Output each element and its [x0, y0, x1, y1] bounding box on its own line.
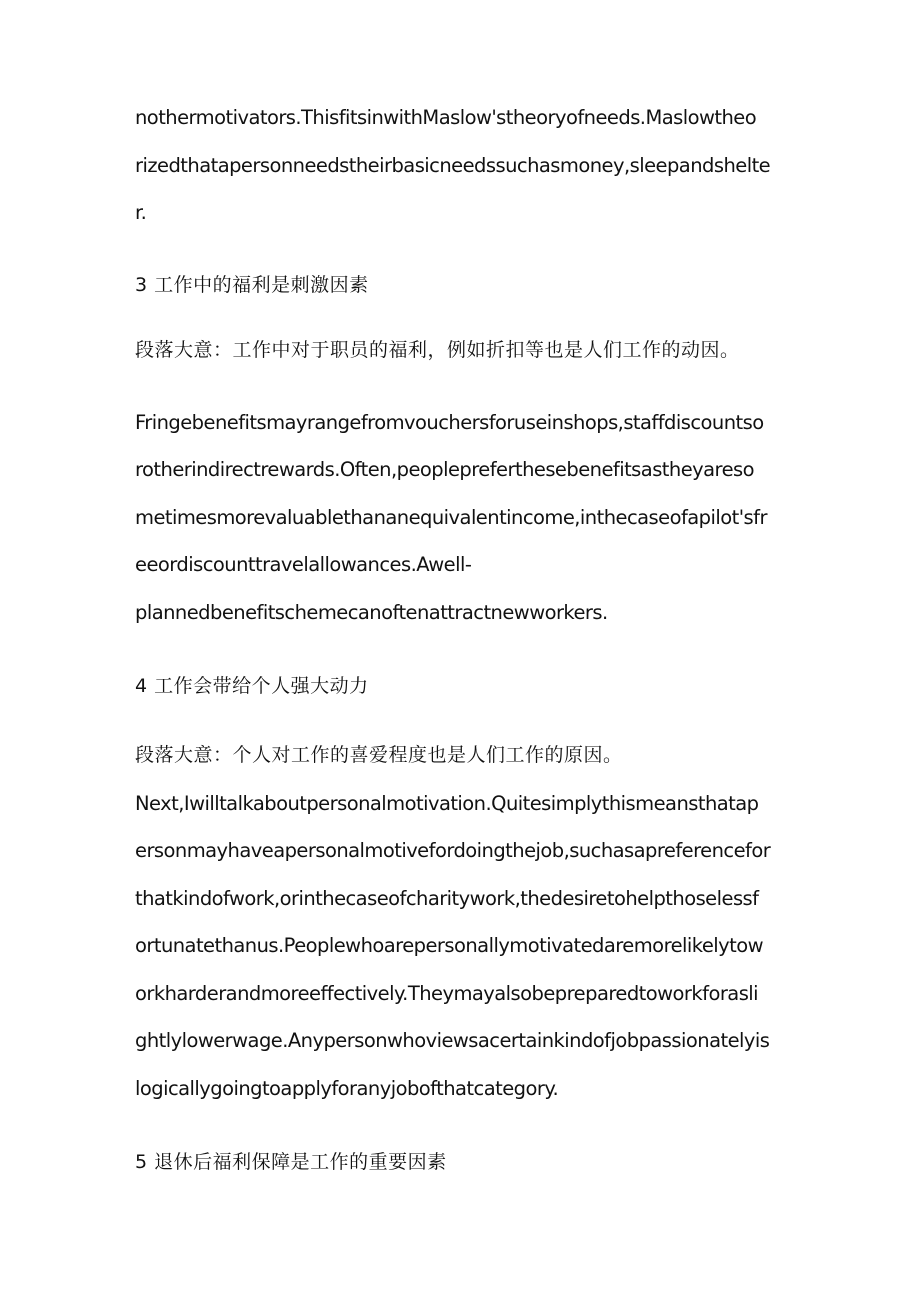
- paragraph-4-line-2: ersonmayhaveapersonalmotivefordoingthejob,suchasapreferencefor: [135, 839, 771, 862]
- section-heading-3: 3 工作中的福利是刺激因素: [135, 274, 369, 296]
- paragraph-4-line-5: orkharderandmoreeffectively.Theymayalsobepreparedtoworkforasli: [135, 982, 759, 1005]
- section-heading-4: 4 工作会带给个人强大动力: [135, 675, 369, 697]
- paragraph-3-line-3: metimesmorevaluablethananequivalentincome,inthecaseofapilot'sfr: [135, 506, 767, 529]
- paragraph-1-line-1: nothermotivators.ThisfitsinwithMaslow'stheoryofneeds.Maslowtheo: [135, 106, 757, 129]
- paragraph-4-line-7: logicallygoingtoapplyforanyjobofthatcategory.: [135, 1077, 559, 1100]
- paragraph-4-line-4: ortunatethanus.Peoplewhoarepersonallymotivatedaremorelikelytow: [135, 934, 764, 957]
- paragraph-4-line-6: ghtlylowerwage.Anypersonwhoviewsacertainkindofjobpassionatelyis: [135, 1029, 770, 1052]
- section-summary-4: 段落大意：个人对工作的喜爱程度也是人们工作的原因。: [135, 744, 623, 766]
- paragraph-4-line-3: thatkindofwork,orinthecaseofcharitywork,thedesiretohelpthoselessf: [135, 887, 759, 910]
- paragraph-4-line-1: Next,Iwilltalkaboutpersonalmotivation.Quitesimplythismeansthatap: [135, 792, 759, 815]
- section-heading-5: 5 退休后福利保障是工作的重要因素: [135, 1151, 447, 1173]
- paragraph-3-line-1: Fringebenefitsmayrangefromvouchersforuseinshops,staffdiscountso: [135, 411, 764, 434]
- section-summary-3: 段落大意：工作中对于职员的福利，例如折扣等也是人们工作的动因。: [135, 339, 740, 361]
- paragraph-1-line-3: r.: [135, 201, 147, 224]
- paragraph-3-line-4: eeordiscounttravelallowances.Awell-: [135, 553, 472, 576]
- paragraph-3-line-5: plannedbenefitschemecanoftenattractnewworkers.: [135, 601, 608, 624]
- paragraph-3-line-2: rotherindirectrewards.Often,peoplepreferthesebenefitsastheyareso: [135, 458, 755, 481]
- paragraph-1-line-2: rizedthatapersonneedstheirbasicneedssuchasmoney,sleepandshelte: [135, 154, 771, 177]
